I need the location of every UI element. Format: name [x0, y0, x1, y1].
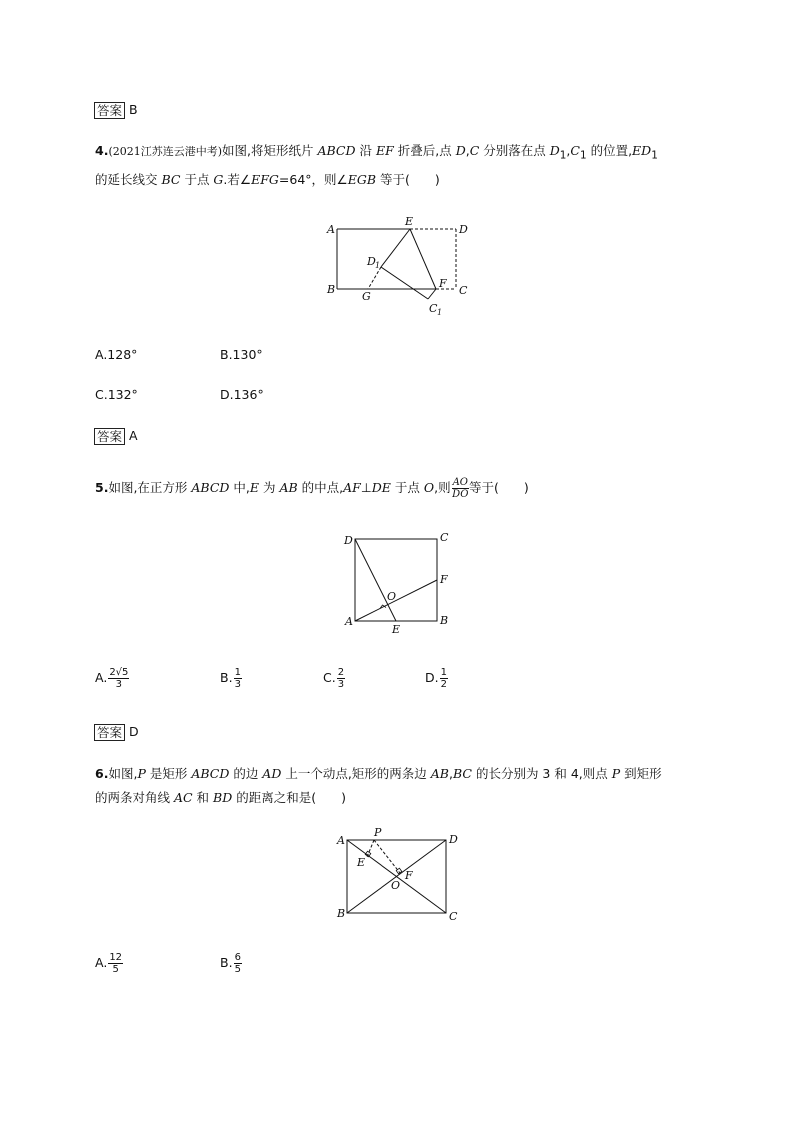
text: .若∠: [223, 171, 252, 187]
fraction: [234, 667, 242, 690]
subscript: 1: [579, 149, 587, 162]
text: 的长分别为 3 和 4,则点: [471, 766, 612, 781]
option-d[interactable]: D.136°: [220, 387, 264, 402]
option-letter: D.: [425, 670, 439, 685]
point-label-c: C: [449, 910, 458, 923]
point-label-b: B: [337, 907, 346, 920]
subscript: 1: [375, 261, 381, 270]
option-a[interactable]: [95, 667, 129, 690]
point-label-d: D: [459, 223, 468, 236]
text: 如图,: [108, 766, 138, 781]
math: AB: [430, 766, 449, 781]
point-label-d1: D: [367, 255, 376, 268]
text: 的距离之和是( ): [232, 790, 346, 805]
math: P: [137, 766, 146, 781]
text: 和: [192, 790, 214, 805]
math: G: [213, 171, 224, 187]
text: 分别落在点: [479, 143, 550, 158]
math: AB: [279, 480, 298, 495]
subscript: 1: [651, 149, 658, 162]
fraction: [440, 667, 448, 690]
point-label-e: E: [392, 623, 401, 636]
option-letter: C.: [323, 670, 336, 685]
option-c[interactable]: [323, 667, 345, 690]
option-letter: B.: [220, 955, 233, 970]
denominator: 5: [234, 964, 241, 975]
math: C: [570, 143, 580, 158]
figure-square: [340, 528, 460, 638]
fraction: [234, 952, 242, 975]
text: ,: [465, 143, 470, 158]
math: BD: [213, 790, 233, 805]
math: DE: [371, 480, 391, 495]
figure-fold-rectangle: [320, 212, 480, 322]
point-label-f: F: [439, 277, 447, 290]
fraction: [108, 667, 129, 690]
option-d[interactable]: [425, 667, 448, 690]
question-5: [95, 476, 715, 500]
math: P: [611, 766, 621, 781]
option-a[interactable]: [95, 952, 123, 975]
text: 沿: [355, 143, 376, 158]
option-c[interactable]: C.132°: [95, 387, 138, 402]
point-label-b: B: [327, 283, 336, 296]
denominator: 3: [115, 679, 123, 690]
point-label-e: E: [405, 215, 414, 228]
point-label-a: A: [327, 223, 335, 236]
math: ABCD: [191, 480, 230, 495]
point-label-o: O: [391, 879, 401, 892]
math: BC: [161, 171, 181, 187]
math: EGB: [347, 171, 377, 187]
math: AD: [262, 766, 282, 781]
point-label-c1: C: [429, 302, 438, 315]
numerator: 1: [234, 667, 241, 678]
text: ,: [566, 143, 571, 158]
text: 等于( ): [376, 171, 440, 187]
question-number: 4.: [95, 143, 109, 158]
option-b[interactable]: B.130°: [220, 347, 263, 362]
answer-tag: 答案: [94, 724, 125, 741]
text: 上一个动点,矩形的两条边: [281, 766, 431, 781]
numerator: 12: [109, 952, 123, 963]
numerator: 6: [234, 952, 241, 963]
point-label-p: P: [374, 826, 382, 839]
text: 的位置,: [586, 143, 633, 158]
question-number: 6.: [95, 766, 109, 781]
option-a[interactable]: A.128°: [95, 347, 138, 362]
subscript: 1: [437, 308, 443, 317]
point-label-b: B: [440, 614, 449, 627]
text: 折叠后,点: [393, 143, 456, 158]
numerator: AO: [452, 477, 468, 488]
denominator: DO: [452, 489, 469, 500]
point-label-f: F: [440, 573, 448, 586]
denominator: 3: [337, 679, 345, 690]
subscript: 1: [559, 149, 567, 162]
math: ABCD: [191, 766, 230, 781]
answer-value: D: [129, 724, 139, 739]
denominator: 3: [234, 679, 241, 690]
fraction: [337, 667, 345, 690]
text: 如图,将矩形纸片: [222, 143, 318, 158]
text: 的中点,: [297, 480, 344, 495]
math: C: [469, 143, 480, 158]
numerator: 2: [337, 667, 345, 678]
point-label-g: G: [362, 290, 371, 303]
point-label-c: C: [459, 284, 468, 297]
point-label-e: E: [357, 856, 366, 869]
text: 到矩形: [620, 766, 662, 781]
option-letter: B.: [220, 670, 233, 685]
answer-value: B: [129, 102, 138, 117]
text: ,则: [434, 480, 451, 495]
answer-value: A: [129, 428, 138, 443]
point-label-a: A: [345, 615, 353, 628]
text: 为: [259, 480, 280, 495]
math: E: [249, 480, 260, 495]
text: ,: [449, 766, 453, 781]
point-label-o: O: [387, 590, 397, 603]
fraction: [108, 952, 123, 975]
option-letter: A.: [95, 670, 108, 685]
numerator: 1: [440, 667, 447, 678]
question-number: 5.: [95, 480, 109, 495]
question-4: [95, 139, 715, 192]
numerator: 2√5: [109, 667, 129, 678]
text: ⊥: [360, 480, 372, 495]
math: EF: [375, 143, 394, 158]
point-label-d: D: [344, 534, 353, 547]
text: =64°，则∠: [278, 171, 348, 187]
text: 的延长线交: [95, 171, 162, 187]
question-source: (2021江苏连云港中考): [108, 145, 223, 158]
text: 是矩形: [145, 766, 192, 781]
question-6: [95, 762, 715, 810]
answer-tag: 答案: [94, 428, 125, 445]
point-label-a: A: [337, 834, 345, 847]
point-label-f: F: [405, 869, 413, 882]
denominator: 5: [112, 964, 119, 975]
fraction-ao-do: [452, 477, 469, 500]
math: D: [455, 143, 466, 158]
math: AF: [343, 480, 361, 495]
option-b[interactable]: [220, 952, 242, 975]
text: 的边: [229, 766, 263, 781]
math: ABCD: [317, 143, 356, 158]
math: O: [423, 480, 435, 495]
denominator: 2: [440, 679, 447, 690]
text: 如图,在正方形: [108, 480, 192, 495]
math: AC: [173, 790, 193, 805]
text: 中,: [229, 480, 250, 495]
text: 于点: [390, 480, 424, 495]
point-label-d: D: [449, 833, 458, 846]
option-b[interactable]: [220, 667, 242, 690]
math: BC: [452, 766, 472, 781]
point-label-c: C: [440, 531, 449, 544]
math: ED: [632, 143, 652, 158]
option-letter: A.: [95, 955, 108, 970]
text: 的两条对角线: [95, 790, 174, 805]
answer-tag: 答案: [94, 102, 125, 119]
figure-rectangle-diagonals: [330, 826, 470, 926]
math: D: [549, 143, 560, 158]
math: EFG: [251, 171, 279, 187]
text: 于点: [180, 171, 214, 187]
text: 等于( ): [469, 480, 529, 495]
